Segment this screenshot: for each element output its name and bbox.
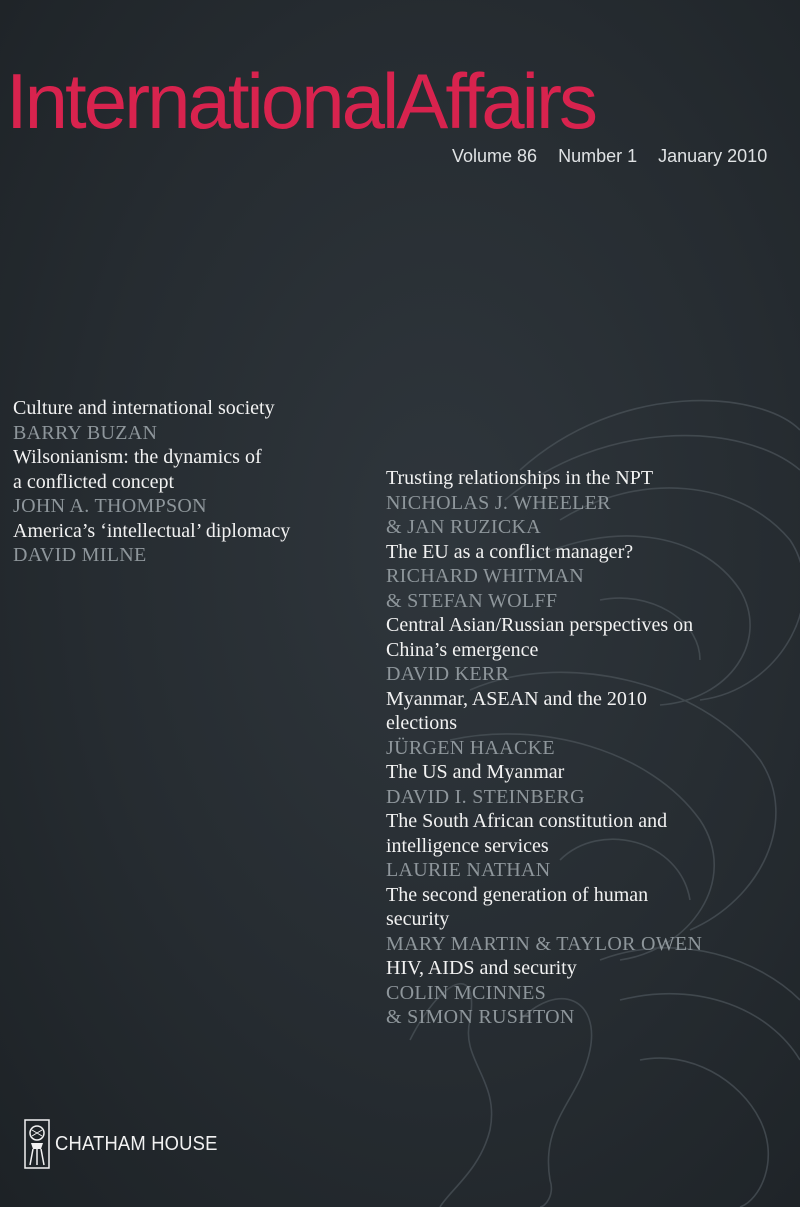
article-title: America’s ‘intellectual’ diplomacy	[13, 519, 291, 542]
article-title: elections	[386, 712, 458, 734]
article-entry	[13, 445, 343, 519]
article-title: The EU as a conflict manager?	[386, 540, 634, 563]
article-author: LAURIE NATHAN	[386, 859, 551, 881]
article-title: security	[386, 908, 450, 930]
article-author: NICHOLAS J. WHEELER	[386, 491, 611, 514]
article-title: China’s emergence	[386, 638, 539, 661]
article-title: The US and Myanmar	[386, 761, 565, 783]
article-author: & STEFAN WOLFF	[386, 589, 558, 612]
article-title: Myanmar, ASEAN and the 2010	[386, 687, 647, 710]
article-title: Wilsonianism: the dynamics of	[13, 446, 262, 468]
article-title: The second generation of human	[386, 883, 649, 906]
article-entry	[13, 396, 343, 445]
article-title: Central Asian/Russian perspectives on	[386, 614, 694, 636]
contents-left-column	[13, 396, 343, 568]
number-label: Number 1	[558, 146, 638, 166]
volume-label: Volume 86	[452, 146, 538, 166]
article-title: Culture and international society	[13, 397, 275, 419]
article-entry	[386, 540, 796, 614]
article-entry	[386, 809, 796, 883]
article-author: & SIMON RUSHTON	[386, 1006, 575, 1028]
article-author: COLIN MCINNES	[386, 981, 547, 1004]
article-author: DAVID KERR	[386, 663, 510, 685]
article-title: The South African constitution and	[386, 810, 668, 832]
article-entry	[386, 760, 796, 809]
publisher-block	[24, 1118, 232, 1170]
article-author: JOHN A. THOMPSON	[13, 495, 207, 517]
article-entry	[386, 956, 796, 1030]
article-title: a conflicted concept	[13, 470, 175, 493]
journal-title: InternationalAffairs	[6, 57, 595, 145]
contents-right-column	[386, 466, 796, 1030]
article-author: DAVID MILNE	[13, 544, 147, 566]
issue-info	[452, 146, 767, 167]
article-title: intelligence services	[386, 834, 549, 857]
date-label: January 2010	[658, 146, 768, 166]
article-entry	[386, 466, 796, 540]
article-entry	[386, 613, 796, 687]
article-author: & JAN RUZICKA	[386, 516, 542, 538]
article-author: JÜRGEN HAACKE	[386, 736, 555, 759]
article-author: RICHARD WHITMAN	[386, 565, 585, 587]
article-title: Trusting relationships in the NPT	[386, 467, 654, 489]
article-entry	[386, 687, 796, 761]
article-author: MARY MARTIN & TAYLOR OWEN	[386, 932, 703, 955]
publisher-name: CHATHAM HOUSE	[55, 1132, 218, 1155]
article-entry	[386, 883, 796, 957]
chatham-house-crest-icon	[24, 1119, 50, 1169]
article-author: DAVID I. STEINBERG	[386, 785, 585, 808]
article-entry	[13, 519, 343, 568]
article-author: BARRY BUZAN	[13, 421, 158, 444]
article-title: HIV, AIDS and security	[386, 957, 577, 979]
